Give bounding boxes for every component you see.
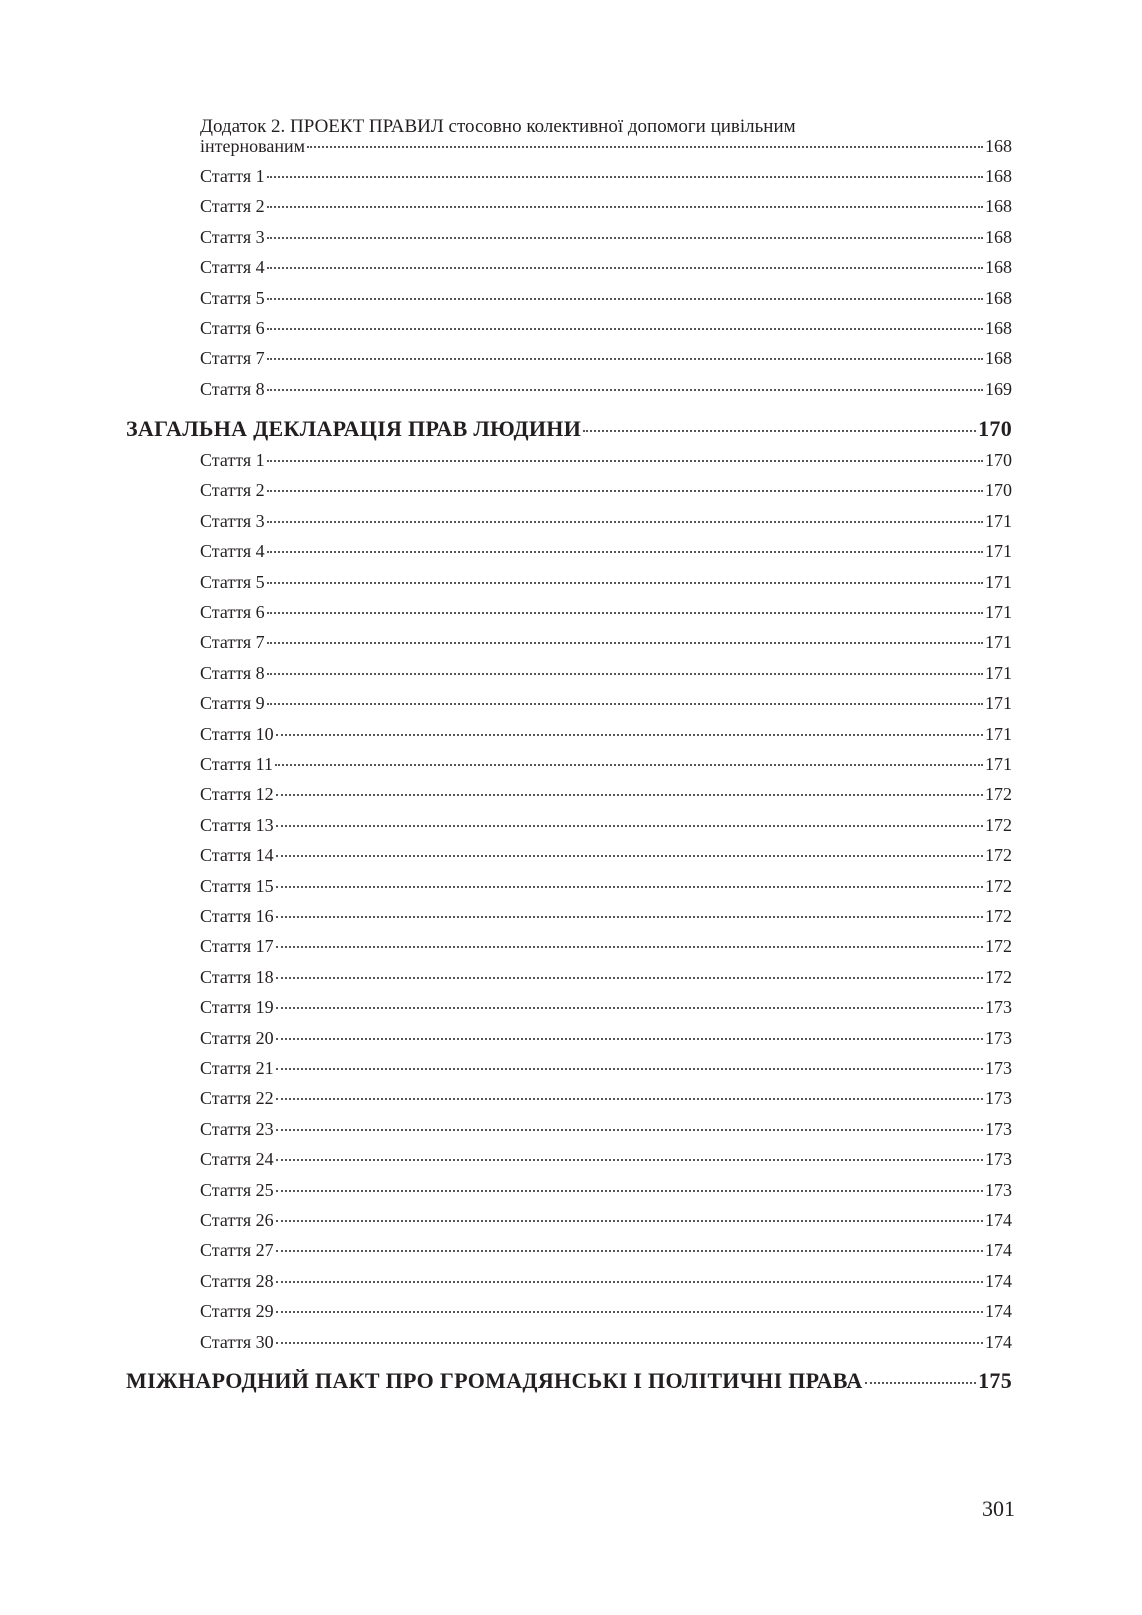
entry-label: Стаття 2 [200,480,265,501]
toc-entry[interactable] [200,876,1012,900]
entry-label: Стаття 1 [200,450,265,470]
entry-page-number: 171 [985,541,1012,562]
entry-page-number: 174 [985,1240,1012,1261]
section-title: МІЖНАРОДНИЙ ПАКТ ПРО ГРОМАДЯНСЬКІ І ПОЛІТИЧНІ ПРАВА [126,1368,863,1393]
entry-label: Стаття 13 [200,814,274,835]
dot-leader [276,855,983,857]
toc-entry[interactable] [200,541,1012,565]
entry-label: Стаття 1 [200,166,265,186]
dot-leader [276,1038,983,1040]
toc-entry[interactable] [200,480,1012,504]
entry-page-number: 171 [985,632,1012,653]
entry-page-number: 168 [985,287,1012,308]
dot-leader [276,977,983,979]
entry-label: Стаття 30 [200,1331,274,1352]
entry-page-number: 174 [985,1210,1012,1230]
toc-entry[interactable] [200,511,1012,535]
dot-leader [267,642,983,644]
entry-label: Стаття 23 [200,1118,274,1139]
dot-leader [267,703,983,705]
toc-entry[interactable] [200,288,1012,312]
dot-leader [276,1007,983,1009]
toc-entry[interactable] [200,1271,1012,1295]
toc-entry[interactable] [200,1332,1012,1356]
entry-label: Стаття 11 [200,754,273,774]
entry-label: Стаття 6 [200,318,265,338]
appendix-title-line2: інтернованим [200,136,306,156]
entry-page-number: 168 [985,318,1012,338]
entry-label: Стаття 4 [200,541,265,562]
dot-leader [267,460,983,462]
dot-leader [583,430,976,432]
entry-label: Стаття 21 [200,1058,274,1078]
appendix-entry[interactable] [200,136,1012,160]
dot-leader [267,673,983,675]
entry-label: Стаття 9 [200,693,265,714]
entry-label: Стаття 3 [200,510,265,531]
entry-page-number: 172 [985,845,1012,866]
toc-entry[interactable] [200,450,1012,474]
dot-leader [276,1098,983,1100]
toc-entry[interactable] [200,1028,1012,1052]
entry-label: Стаття 5 [200,571,265,592]
toc-entry[interactable] [200,845,1012,869]
entry-label: Стаття 18 [200,966,274,987]
entry-page-number: 171 [985,602,1012,622]
toc-entry[interactable] [200,1240,1012,1264]
dot-leader [276,1159,983,1161]
entry-label: Стаття 6 [200,602,265,622]
toc-entry[interactable] [200,1210,1012,1234]
toc-entry[interactable] [200,1301,1012,1325]
toc-entry[interactable] [200,379,1012,403]
toc-entry[interactable] [200,348,1012,372]
dot-leader [267,206,983,208]
dot-leader [267,267,983,269]
entry-page-number: 172 [985,966,1012,987]
dot-leader [267,237,983,239]
section-heading-iccpr[interactable] [126,1368,1012,1398]
dot-leader [276,916,983,918]
toc-entry[interactable] [200,724,1012,748]
toc-entry[interactable] [200,936,1012,960]
appendix-title-line1: Додаток 2. ПРОЕКТ ПРАВИЛ стосовно колективної допомоги цивільним [200,116,796,137]
dot-leader [267,389,983,391]
entry-label: Стаття 24 [200,1149,274,1170]
entry-page-number: 174 [985,1301,1012,1322]
entry-label: Стаття 16 [200,906,274,926]
toc-entry[interactable] [200,1149,1012,1173]
entry-label: Стаття 17 [200,936,274,957]
dot-leader [276,1311,983,1313]
toc-entry[interactable] [200,815,1012,839]
toc-entry[interactable] [200,196,1012,220]
entry-label: Стаття 26 [200,1210,274,1230]
section-page-number: 170 [978,416,1012,441]
toc-entry[interactable] [200,754,1012,778]
dot-leader [267,490,983,492]
entry-label: Стаття 15 [200,875,274,896]
toc-entry[interactable] [200,166,1012,190]
entry-page-number: 170 [985,480,1012,501]
dot-leader [267,582,983,584]
dot-leader [267,358,983,360]
entry-label: Стаття 2 [200,196,265,217]
page-number: 301 [982,1496,1015,1521]
entry-label: Стаття 28 [200,1270,274,1291]
entry-page-number: 171 [985,693,1012,714]
entry-label: Стаття 19 [200,997,274,1018]
toc-entry[interactable] [200,572,1012,596]
section-heading-udhr[interactable] [126,416,1012,446]
dot-leader [276,1068,983,1070]
entry-label: Стаття 14 [200,845,274,866]
entry-label: Стаття 25 [200,1179,274,1200]
dot-leader [276,794,983,796]
entry-page-number: 171 [985,754,1012,774]
entry-page-number: 168 [985,196,1012,217]
entry-label: Стаття 22 [200,1088,274,1109]
entry-page-number: 171 [985,510,1012,531]
entry-page-number: 168 [985,226,1012,247]
dot-leader [276,1281,983,1283]
toc-entry[interactable] [200,257,1012,281]
dot-leader [276,946,983,948]
dot-leader [267,176,983,178]
entry-page-number: 174 [985,1270,1012,1291]
entry-label: Стаття 20 [200,1027,274,1048]
toc-entry[interactable] [200,1088,1012,1112]
dot-leader [276,1220,983,1222]
entry-page-number: 173 [985,1027,1012,1048]
dot-leader [276,886,983,888]
entry-page-number: 171 [985,723,1012,744]
toc-entry[interactable] [200,602,1012,626]
toc-entry[interactable] [200,632,1012,656]
dot-leader [275,764,983,766]
section-page-number: 175 [978,1368,1012,1393]
entry-page-number: 173 [985,1179,1012,1200]
entry-page-number: 170 [985,450,1012,470]
toc-entry[interactable] [200,318,1012,342]
entry-page-number: 168 [985,257,1012,278]
entry-page-number: 172 [985,936,1012,957]
dot-leader [267,521,983,523]
dot-leader [267,612,983,614]
toc-entry[interactable] [200,784,1012,808]
dot-leader [276,1250,983,1252]
entry-label: Стаття 29 [200,1301,274,1322]
appendix-page-number: 168 [985,136,1012,156]
toc-entry[interactable] [200,997,1012,1021]
dot-leader [267,551,983,553]
toc-entry[interactable] [200,663,1012,687]
entry-page-number: 173 [985,1149,1012,1170]
entry-page-number: 171 [985,571,1012,592]
dot-leader [276,1129,983,1131]
dot-leader [267,298,983,300]
dot-leader [307,146,983,148]
entry-label: Стаття 3 [200,226,265,247]
entry-page-number: 172 [985,784,1012,805]
entry-page-number: 169 [985,378,1012,399]
entry-page-number: 168 [985,348,1012,369]
toc-entry[interactable] [200,906,1012,930]
entry-page-number: 173 [985,1058,1012,1078]
entry-label: Стаття 8 [200,662,265,683]
entry-label: Стаття 12 [200,784,274,805]
entry-page-number: 174 [985,1331,1012,1352]
entry-page-number: 173 [985,1088,1012,1109]
entry-page-number: 172 [985,906,1012,926]
entry-label: Стаття 5 [200,287,265,308]
toc-entry[interactable] [200,967,1012,991]
entry-label: Стаття 7 [200,348,265,369]
toc-entry[interactable] [200,1058,1012,1082]
entry-label: Стаття 27 [200,1240,274,1261]
entry-page-number: 172 [985,814,1012,835]
dot-leader [276,734,983,736]
dot-leader [267,328,983,330]
entry-page-number: 171 [985,662,1012,683]
dot-leader [865,1382,977,1384]
entry-page-number: 173 [985,997,1012,1018]
toc-entry[interactable] [200,227,1012,251]
entry-label: Стаття 7 [200,632,265,653]
entry-label: Стаття 10 [200,723,274,744]
entry-label: Стаття 4 [200,257,265,278]
section-title: ЗАГАЛЬНА ДЕКЛАРАЦІЯ ПРАВ ЛЮДИНИ [126,416,582,441]
entry-page-number: 168 [985,166,1012,186]
dot-leader [276,825,983,827]
dot-leader [276,1190,983,1192]
toc-entry[interactable] [200,1119,1012,1143]
entry-page-number: 172 [985,875,1012,896]
dot-leader [276,1342,983,1344]
toc-entry[interactable] [200,1180,1012,1204]
entry-label: Стаття 8 [200,378,265,399]
entry-page-number: 173 [985,1118,1012,1139]
toc-entry[interactable] [200,693,1012,717]
